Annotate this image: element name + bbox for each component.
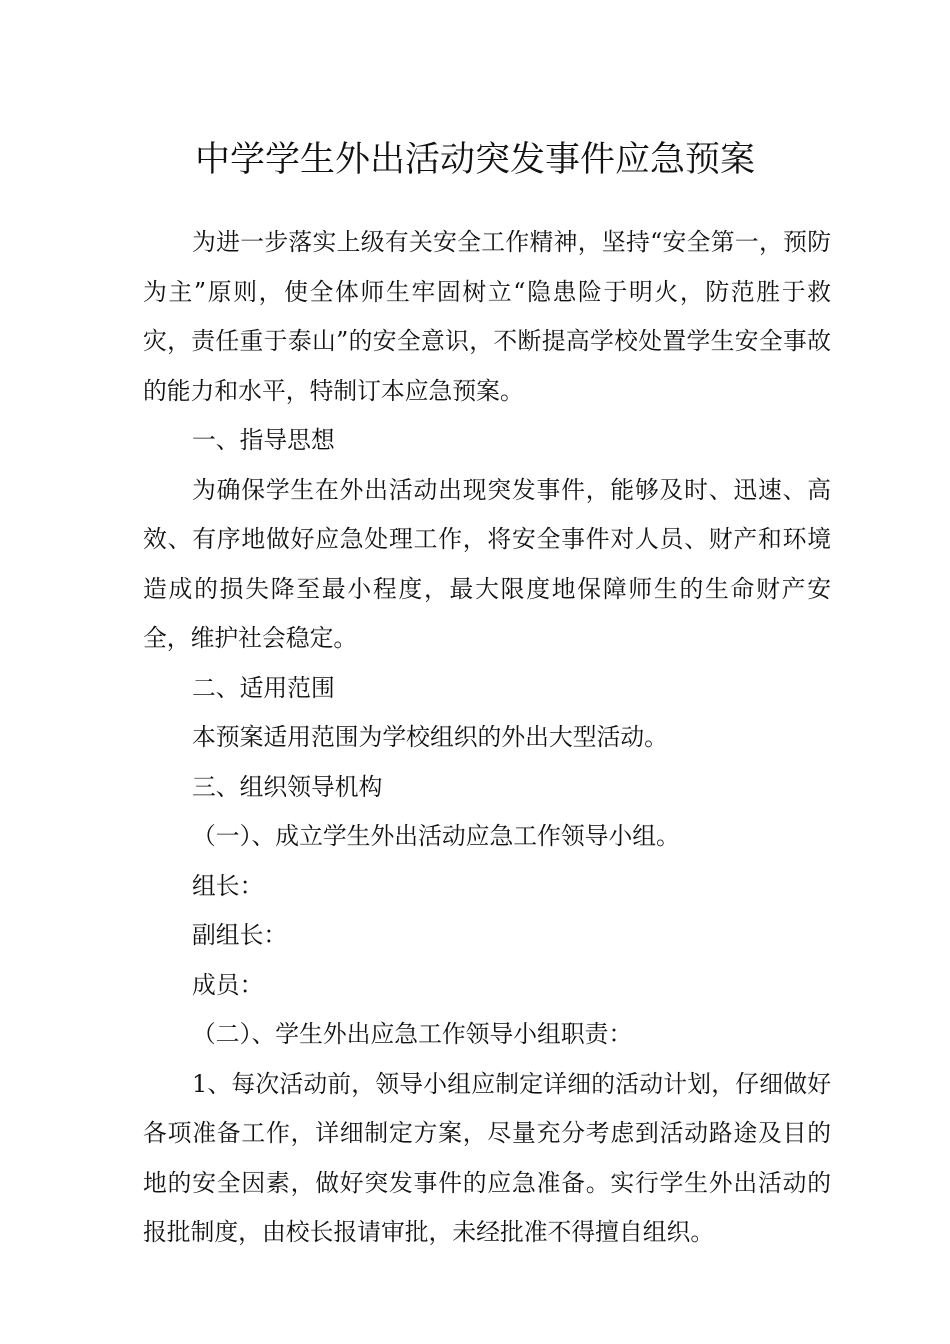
- members-line: 成员：: [192, 970, 264, 999]
- section-heading-organization: 三、组织领导机构: [192, 772, 383, 801]
- subsection-heading-leadership-group: （一）、成立学生外出活动应急工作领导小组。: [192, 822, 680, 850]
- document-body: [143, 218, 831, 1258]
- duty-item-1-paragraph: 1、每次活动前，领导小组应制定详细的活动计划，仔细做好各项准备工作，详细制定方案，尽量充分考虑到活动路途及目的地的安全因素，做好突发事件的应急准备。实行学生外出活动的报批制度，由校长报请审批，未经批准不得擅自组织。: [143, 1069, 831, 1246]
- group-leader-line: 组长：: [192, 871, 264, 900]
- intro-paragraph: 为进一步落实上级有关安全工作精神，坚持“安全第一，预防为主”原则，使全体师生牢固树立“隐患险于明火，防范胜于救灾，责任重于泰山”的安全意识，不断提高学校处置学生安全事故的能力和水平，特制订本应急预案。: [143, 228, 831, 405]
- section-heading-scope: 二、适用范围: [192, 673, 335, 702]
- document-title: 中学学生外出活动突发事件应急预案: [194, 140, 755, 180]
- subsection-heading-duties: （二）、学生外出应急工作领导小组职责：: [192, 1020, 633, 1048]
- scope-paragraph: 本预案适用范围为学校组织的外出大型活动。: [192, 723, 668, 751]
- deputy-leader-line: 副组长：: [192, 921, 288, 949]
- guiding-principle-paragraph: 为确保学生在外出活动出现突发事件，能够及时、迅速、高效、有序地做好应急处理工作，将安全事件对人员、财产和环境造成的损失降至最小程度，最大限度地保障师生的生命财产安全，维护社会稳定。: [143, 475, 831, 652]
- section-heading-guiding-principle: 一、指导思想: [192, 426, 335, 454]
